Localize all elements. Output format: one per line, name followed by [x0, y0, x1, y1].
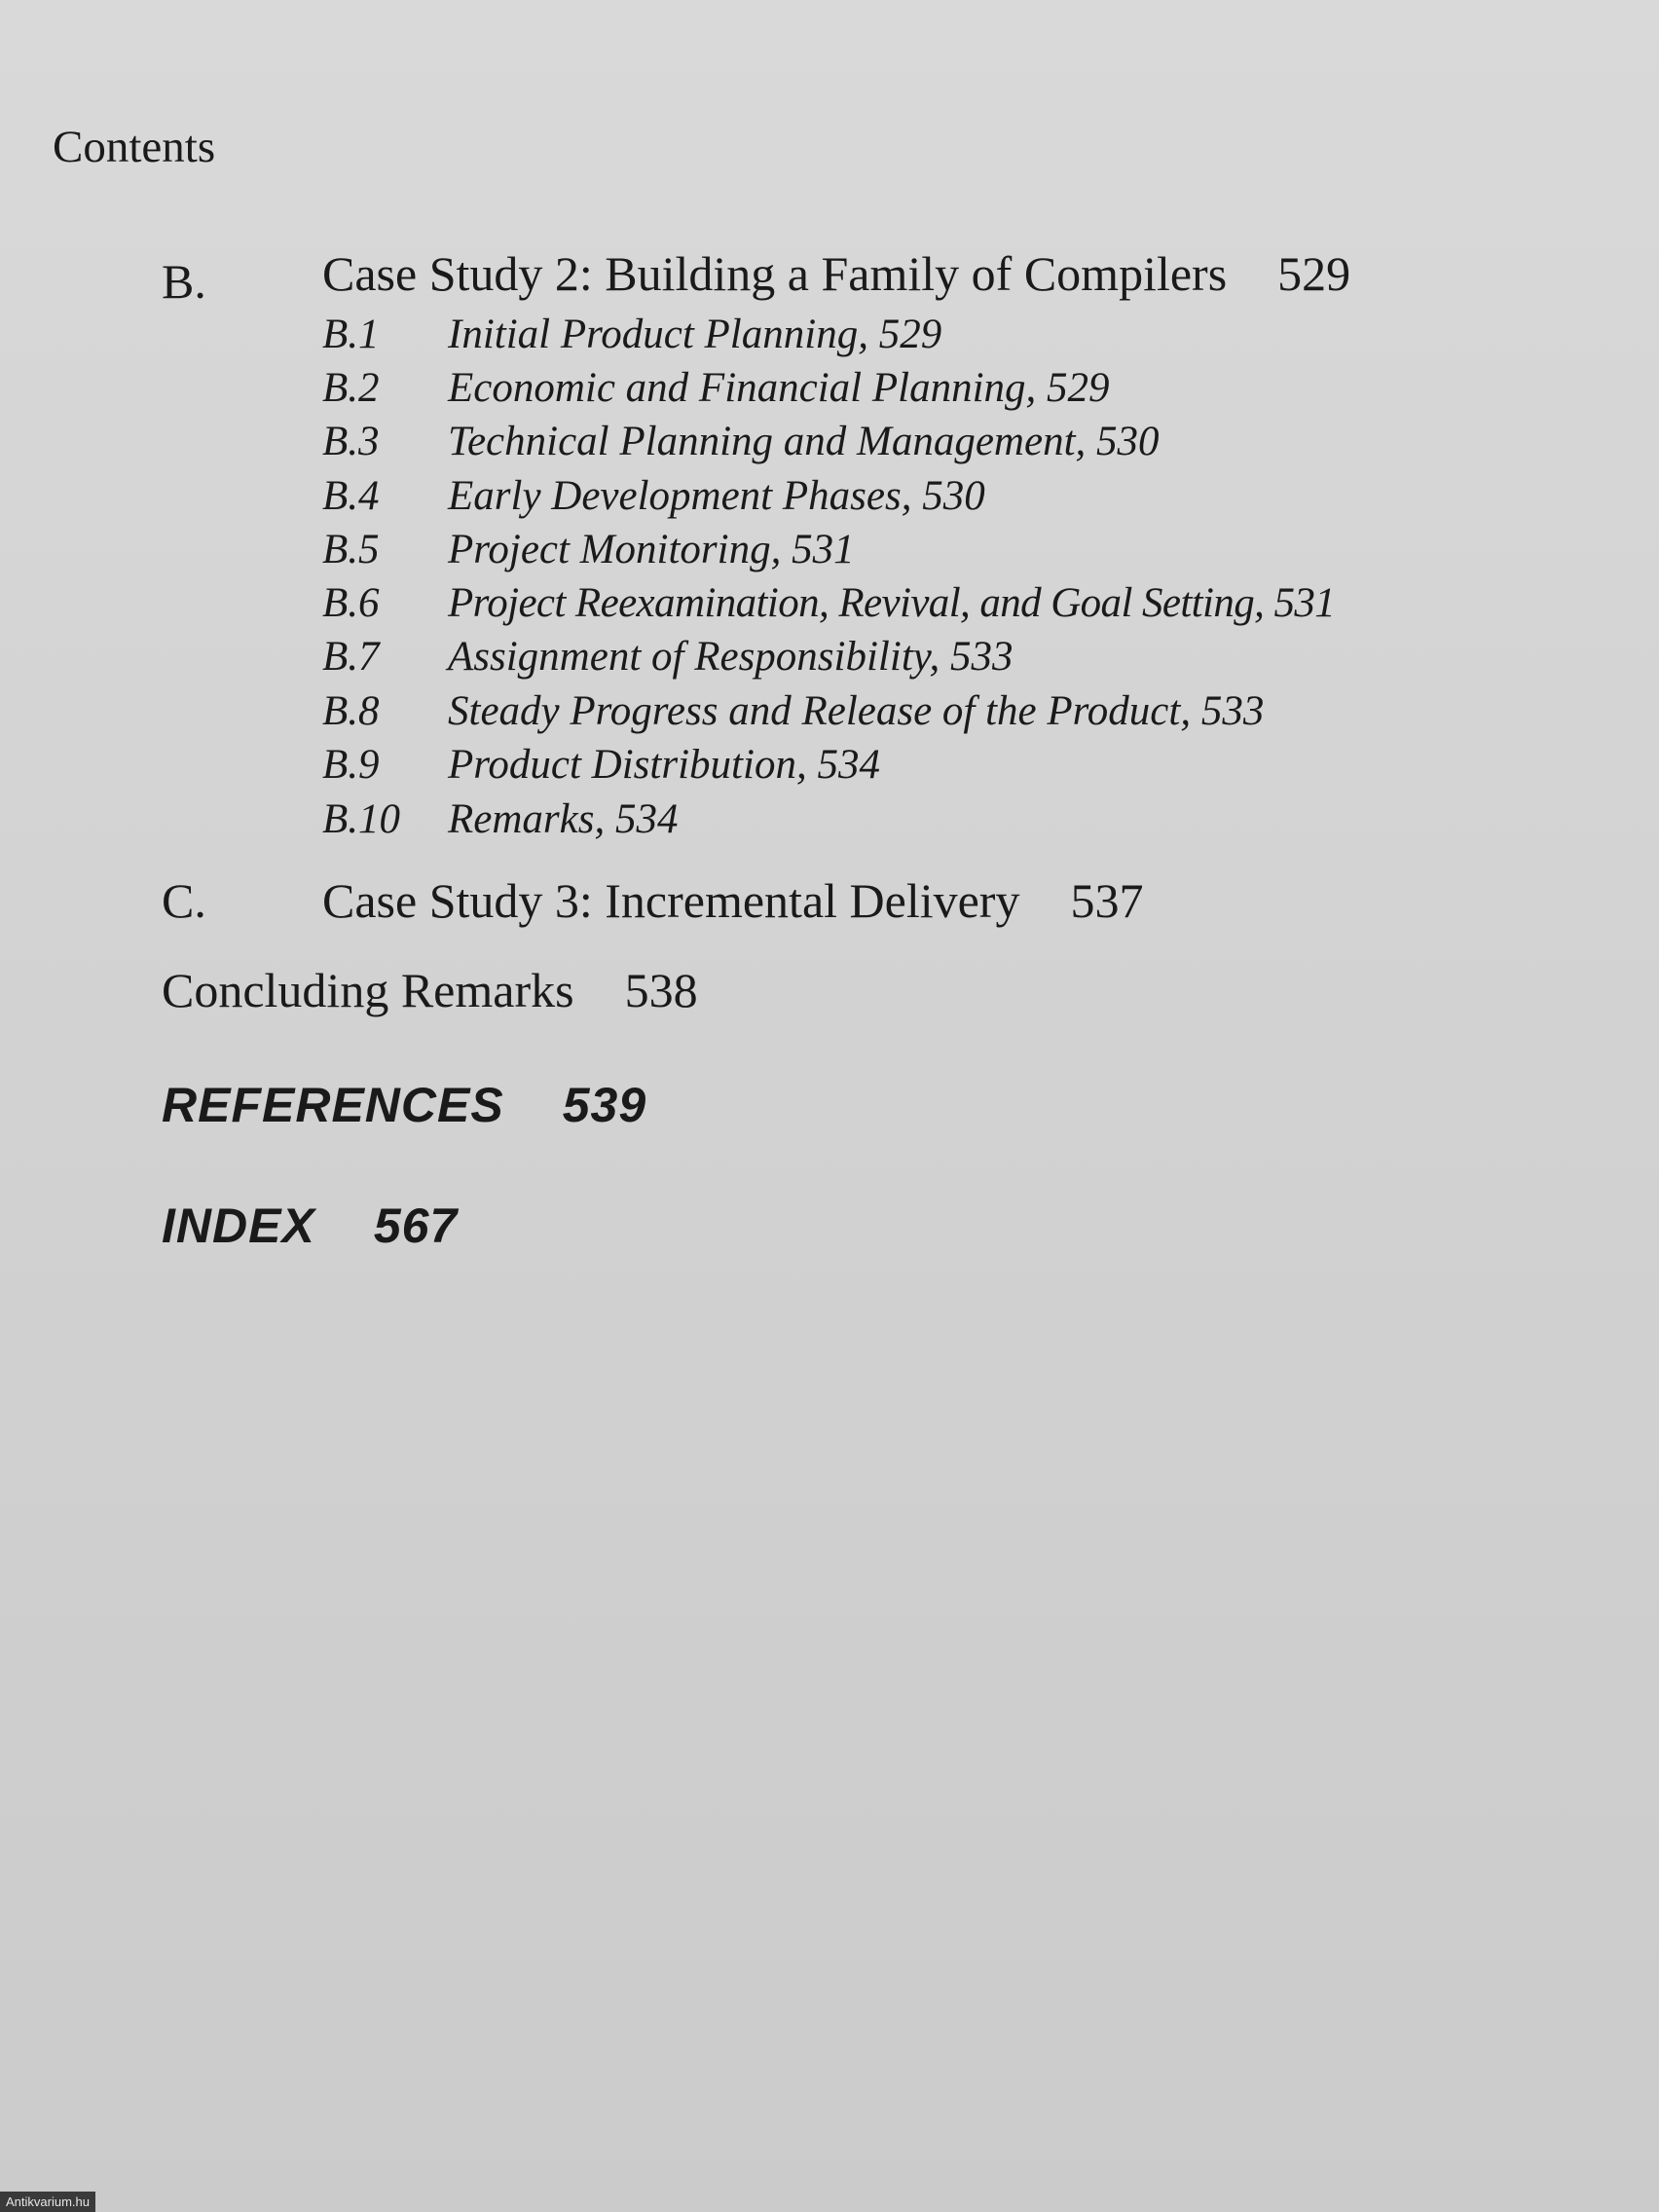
subentry-title: Economic and Financial Planning, 529 — [448, 365, 1110, 411]
subentry-title: Early Development Phases, 530 — [448, 473, 985, 519]
subentry-title: Product Distribution, 534 — [448, 742, 880, 788]
watermark: Antikvarium.hu — [0, 2192, 95, 2212]
subentry-title: Project Reexamination, Revival, and Goal Setting, 531 — [448, 580, 1336, 626]
subentry-title: Technical Planning and Management, 530 — [448, 419, 1160, 464]
running-head: Contents — [53, 122, 216, 172]
index-page-number: 567 — [373, 1198, 459, 1253]
subentry-number: B.8 — [322, 688, 380, 734]
subentry-number: B.3 — [322, 419, 380, 464]
references-page-number: 539 — [562, 1078, 647, 1132]
subentry-title: Steady Progress and Release of the Product, 533 — [448, 688, 1265, 734]
subentry-title: Assignment of Responsibility, 533 — [448, 634, 1014, 680]
section-page-number: 537 — [1070, 873, 1144, 928]
subentry-number: B.10 — [322, 796, 401, 842]
subentry-number: B.2 — [322, 365, 380, 411]
subentry-title: Project Monitoring, 531 — [448, 527, 855, 572]
section-letter: C. — [162, 873, 206, 928]
subentry-number: B.7 — [322, 634, 380, 680]
concluding-title: Concluding Remarks — [162, 963, 574, 1017]
subentry-number: B.6 — [322, 580, 380, 626]
subentry-number: B.1 — [322, 312, 380, 357]
section-title — [322, 873, 1144, 928]
concluding-remarks-entry — [162, 963, 698, 1017]
subentry-title: Remarks, 534 — [448, 796, 679, 842]
subentry-number: B.5 — [322, 527, 380, 572]
section-page-number: 529 — [1277, 246, 1351, 301]
subentry-title: Initial Product Planning, 529 — [448, 312, 942, 357]
references-entry — [162, 1078, 647, 1132]
section-title-text: Case Study 3: Incremental Delivery — [322, 873, 1020, 928]
index-title: INDEX — [162, 1198, 315, 1253]
index-entry — [162, 1198, 459, 1253]
section-title — [322, 246, 1351, 301]
section-title-text: Case Study 2: Building a Family of Compilers — [322, 246, 1228, 301]
concluding-page-number: 538 — [624, 963, 698, 1017]
subentry-number: B.9 — [322, 742, 380, 788]
subentry-number: B.4 — [322, 473, 380, 519]
section-letter: B. — [162, 254, 206, 309]
references-title: REFERENCES — [162, 1078, 504, 1132]
